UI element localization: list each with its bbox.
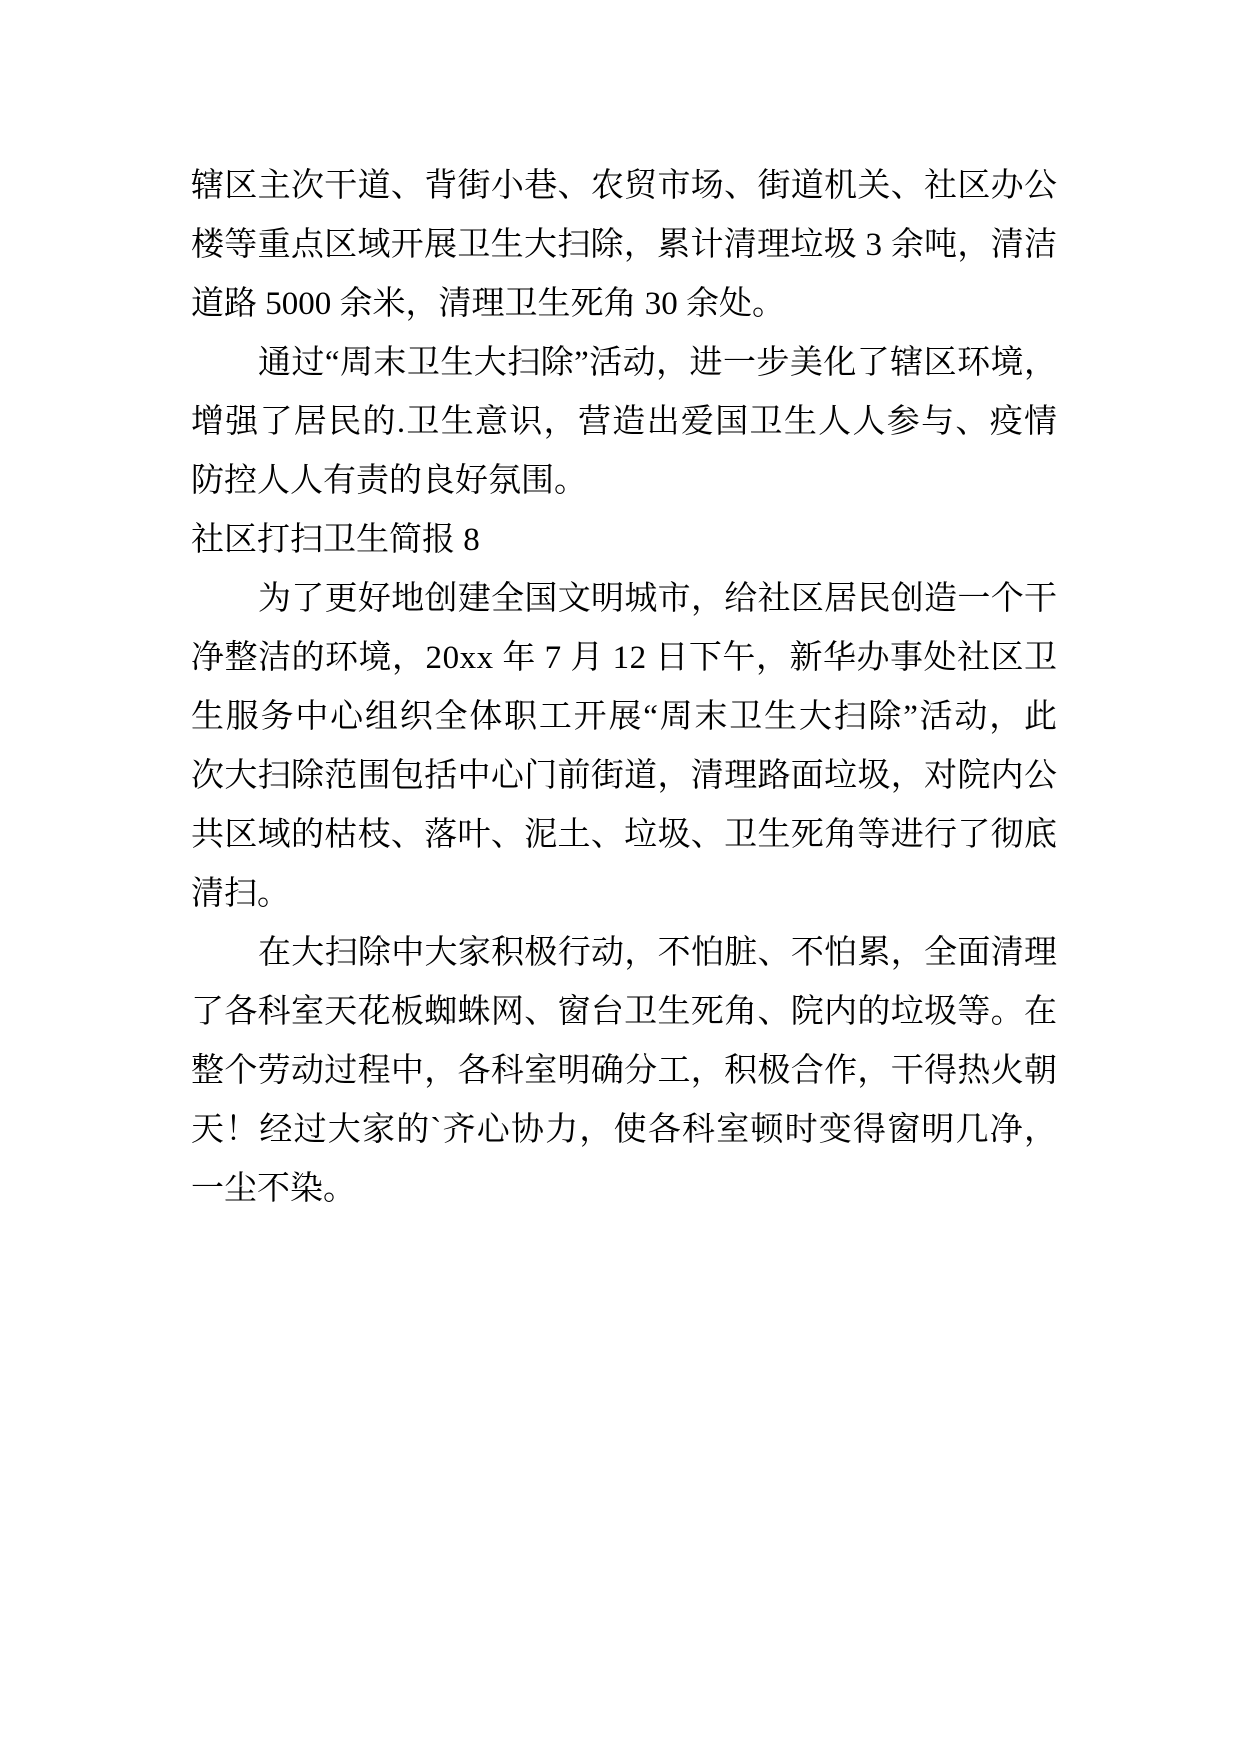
paragraph-line: 生服务中心组织全体职工开展“周末卫生大扫除”活动，此 [191,699,1059,735]
document-body [191,157,1057,1219]
paragraph-line: 净整洁的环境，20xx 年 7 月 12 日下午，新华办事处社区卫 [191,640,1058,676]
paragraph-line: 了各科室天花板蜘蛛网、窗台卫生死角、院内的垃圾等。在 [191,994,1058,1030]
paragraph-line: 共区域的枯枝、落叶、泥土、垃圾、卫生死角等进行了彻底 [191,817,1058,853]
paragraph-line: 一尘不染。 [191,1171,356,1207]
paragraph-line: 为了更好地创建全国文明城市，给社区居民创造一个干 [258,581,1058,617]
paragraph-line: 通过“周末卫生大扫除”活动，进一步美化了辖区环境， [258,345,1058,381]
section-heading: 社区打扫卫生简报 8 [191,522,480,558]
paragraph-line: 整个劳动过程中，各科室明确分工，积极合作，干得热火朝 [191,1053,1058,1089]
paragraph-line: 道路 5000 余米，清理卫生死角 30 余处。 [191,286,785,322]
paragraph-line: 在大扫除中大家积极行动，不怕脏、不怕累，全面清理 [258,935,1058,971]
paragraph [191,570,1057,924]
paragraph-line: 防控人人有责的良好氛围。 [191,463,587,499]
paragraph [191,334,1057,511]
paragraph-line: 楼等重点区域开展卫生大扫除，累计清理垃圾 3 余吨，清洁 [191,227,1058,263]
paragraph-line: 天！经过大家的`齐心协力，使各科室顿时变得窗明几净， [191,1112,1059,1148]
paragraph-line: 清扫。 [191,876,290,912]
paragraph [191,924,1057,1219]
paragraph-line: 辖区主次干道、背街小巷、农贸市场、街道机关、社区办公 [191,168,1058,204]
paragraph-line: 次大扫除范围包括中心门前街道，清理路面垃圾，对院内公 [191,758,1058,794]
paragraph [191,157,1057,334]
paragraph-line: 增强了居民的.卫生意识，营造出爱国卫生人人参与、疫情 [191,404,1059,440]
